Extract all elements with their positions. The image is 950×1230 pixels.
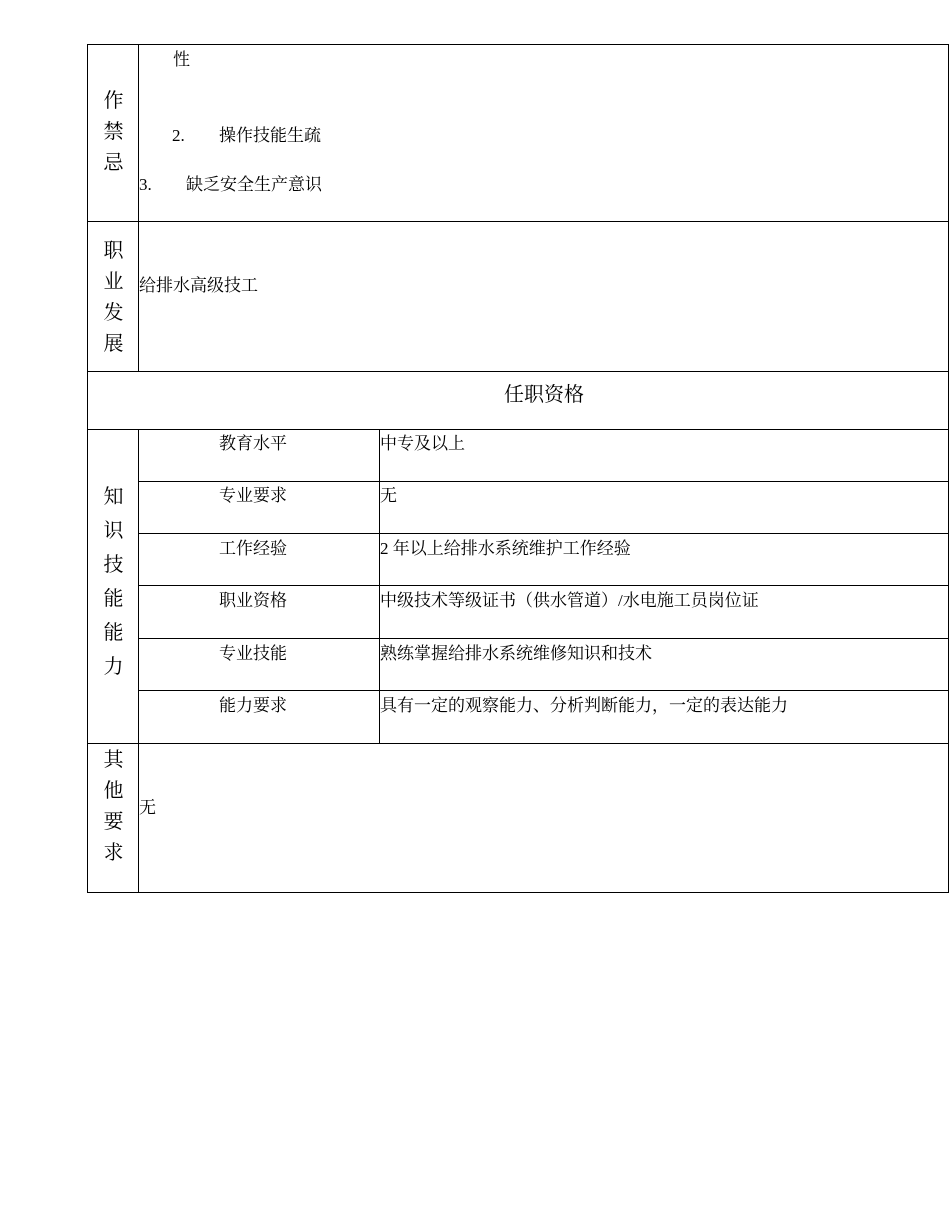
qualification-item: 教育水平 xyxy=(219,434,287,453)
qualification-item: 职业资格 xyxy=(219,591,287,610)
label-char: 能 xyxy=(103,621,124,644)
qualification-value: 具有一定的观察能力、分析判断能力，一定的表达能力 xyxy=(380,696,788,715)
qualification-item: 专业技能 xyxy=(219,644,287,663)
label-char: 禁 xyxy=(103,121,124,143)
divider xyxy=(88,221,949,222)
label-char: 知 xyxy=(103,485,124,508)
label-char: 展 xyxy=(103,332,124,355)
section-label-career xyxy=(88,224,139,371)
label-char: 其 xyxy=(103,749,124,771)
qualification-value: 2 年以上给排水系统维护工作经验 xyxy=(380,539,631,558)
taboo-line-2-num: 2. xyxy=(172,126,185,145)
divider xyxy=(139,533,949,534)
label-char: 发 xyxy=(103,301,124,324)
label-char: 忌 xyxy=(103,152,124,174)
qualification-value: 中级技术等级证书（供水管道）/水电施工员岗位证 xyxy=(380,591,759,610)
label-char: 他 xyxy=(103,780,124,802)
divider xyxy=(88,429,949,430)
label-char: 识 xyxy=(103,519,124,542)
taboo-line-1: 性 xyxy=(173,50,190,69)
taboo-line-2: 操作技能生疏 xyxy=(219,126,321,145)
qualification-item: 专业要求 xyxy=(219,486,287,505)
label-char: 业 xyxy=(103,270,124,293)
qualification-item: 能力要求 xyxy=(219,696,287,715)
taboo-line-3-num: 3. xyxy=(139,175,152,194)
label-char: 职 xyxy=(103,239,124,262)
divider xyxy=(139,481,949,482)
qualification-value: 熟练掌握给排水系统维修知识和技术 xyxy=(380,644,652,663)
label-char: 求 xyxy=(103,842,124,864)
section-label-knowledge xyxy=(88,450,139,713)
section-label-other xyxy=(88,745,139,869)
divider xyxy=(139,690,949,691)
qualification-value: 中专及以上 xyxy=(380,434,465,453)
label-char: 作 xyxy=(103,90,124,112)
label-char: 要 xyxy=(103,811,124,833)
qualification-title: 任职资格 xyxy=(504,384,584,406)
qualification-item: 工作经验 xyxy=(219,539,287,558)
divider xyxy=(139,585,949,586)
divider xyxy=(88,743,949,744)
label-char: 能 xyxy=(103,587,124,610)
other-text: 无 xyxy=(139,798,156,817)
taboo-line-3: 缺乏安全生产意识 xyxy=(186,175,322,194)
qualification-value: 无 xyxy=(380,486,397,505)
label-char: 技 xyxy=(103,553,124,576)
career-text: 给排水高级技工 xyxy=(139,276,258,295)
label-char: 力 xyxy=(103,655,124,678)
divider xyxy=(139,638,949,639)
divider xyxy=(88,371,949,372)
section-label-taboo xyxy=(88,44,139,221)
job-description-table xyxy=(87,44,949,893)
